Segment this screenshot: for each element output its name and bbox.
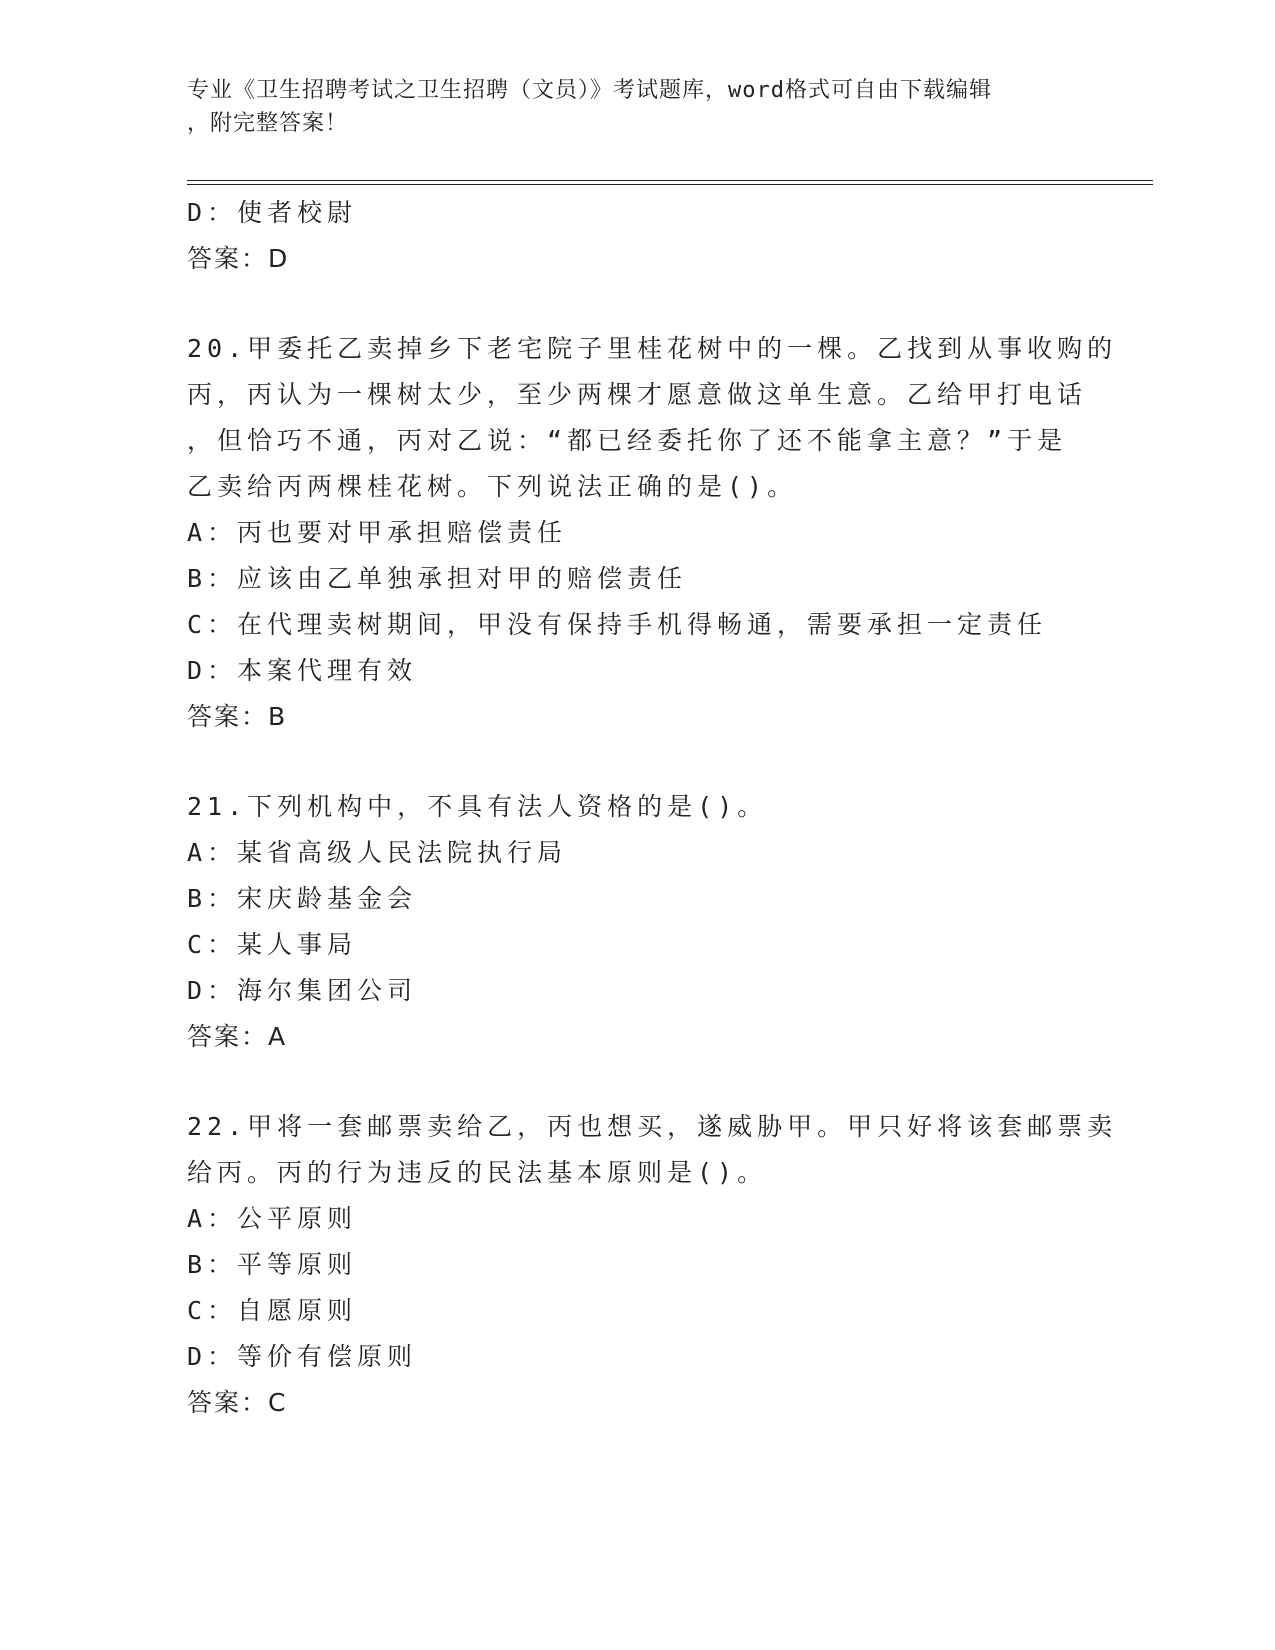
option-d: D：海尔集团公司 (187, 976, 418, 1005)
header-divider-top (187, 180, 1153, 181)
answer-line: 答案：C (187, 1388, 288, 1417)
option-b: B：应该由乙单独承担对甲的赔偿责任 (187, 564, 688, 593)
question-stem-line: 给丙。丙的行为违反的民法基本原则是()。 (187, 1158, 768, 1187)
question-stem-line: 丙，丙认为一棵树太少，至少两棵才愿意做这单生意。乙给甲打电话 (187, 380, 1088, 409)
question-stem-line: 20.甲委托乙卖掉乡下老宅院子里桂花树中的一棵。乙找到从事收购的 (187, 334, 1118, 363)
option-a: A：公平原则 (187, 1204, 358, 1233)
option-c: C：某人事局 (187, 930, 358, 959)
option-a: A：某省高级人民法院执行局 (187, 838, 568, 867)
document-header (187, 74, 1087, 140)
question-stem-line: 乙卖给丙两棵桂花树。下列说法正确的是()。 (187, 472, 798, 501)
option-c: C：自愿原则 (187, 1296, 358, 1325)
question-20 (187, 326, 1118, 740)
answer-line: 答案：A (187, 1022, 288, 1051)
question-stem-line: ，但恰巧不通，丙对乙说：“都已经委托你了还不能拿主意？”于是 (187, 426, 1068, 455)
option-c: C：在代理卖树期间，甲没有保持手机得畅通，需要承担一定责任 (187, 610, 1048, 639)
header-divider-bottom (187, 184, 1153, 185)
header-line-1: 专业《卫生招聘考试之卫生招聘（文员）》考试题库，word格式可自由下载编辑 (187, 78, 992, 103)
option-d: D：等价有偿原则 (187, 1342, 418, 1371)
previous-question-tail (187, 190, 1087, 282)
option-b: B：宋庆龄基金会 (187, 884, 418, 913)
answer-line: 答案：B (187, 702, 288, 731)
document-body (187, 190, 1118, 1426)
option-d: D：使者校尉 (187, 198, 358, 227)
header-line-2: ，附完整答案！ (187, 111, 349, 136)
question-22 (187, 1104, 1118, 1426)
question-stem-line: 21.下列机构中，不具有法人资格的是()。 (187, 792, 768, 821)
answer-line: 答案：D (187, 244, 290, 273)
question-stem-line: 22.甲将一套邮票卖给乙，丙也想买，遂威胁甲。甲只好将该套邮票卖 (187, 1112, 1118, 1141)
option-d: D：本案代理有效 (187, 656, 418, 685)
question-21 (187, 784, 1087, 1060)
option-a: A：丙也要对甲承担赔偿责任 (187, 518, 568, 547)
option-b: B：平等原则 (187, 1250, 358, 1279)
